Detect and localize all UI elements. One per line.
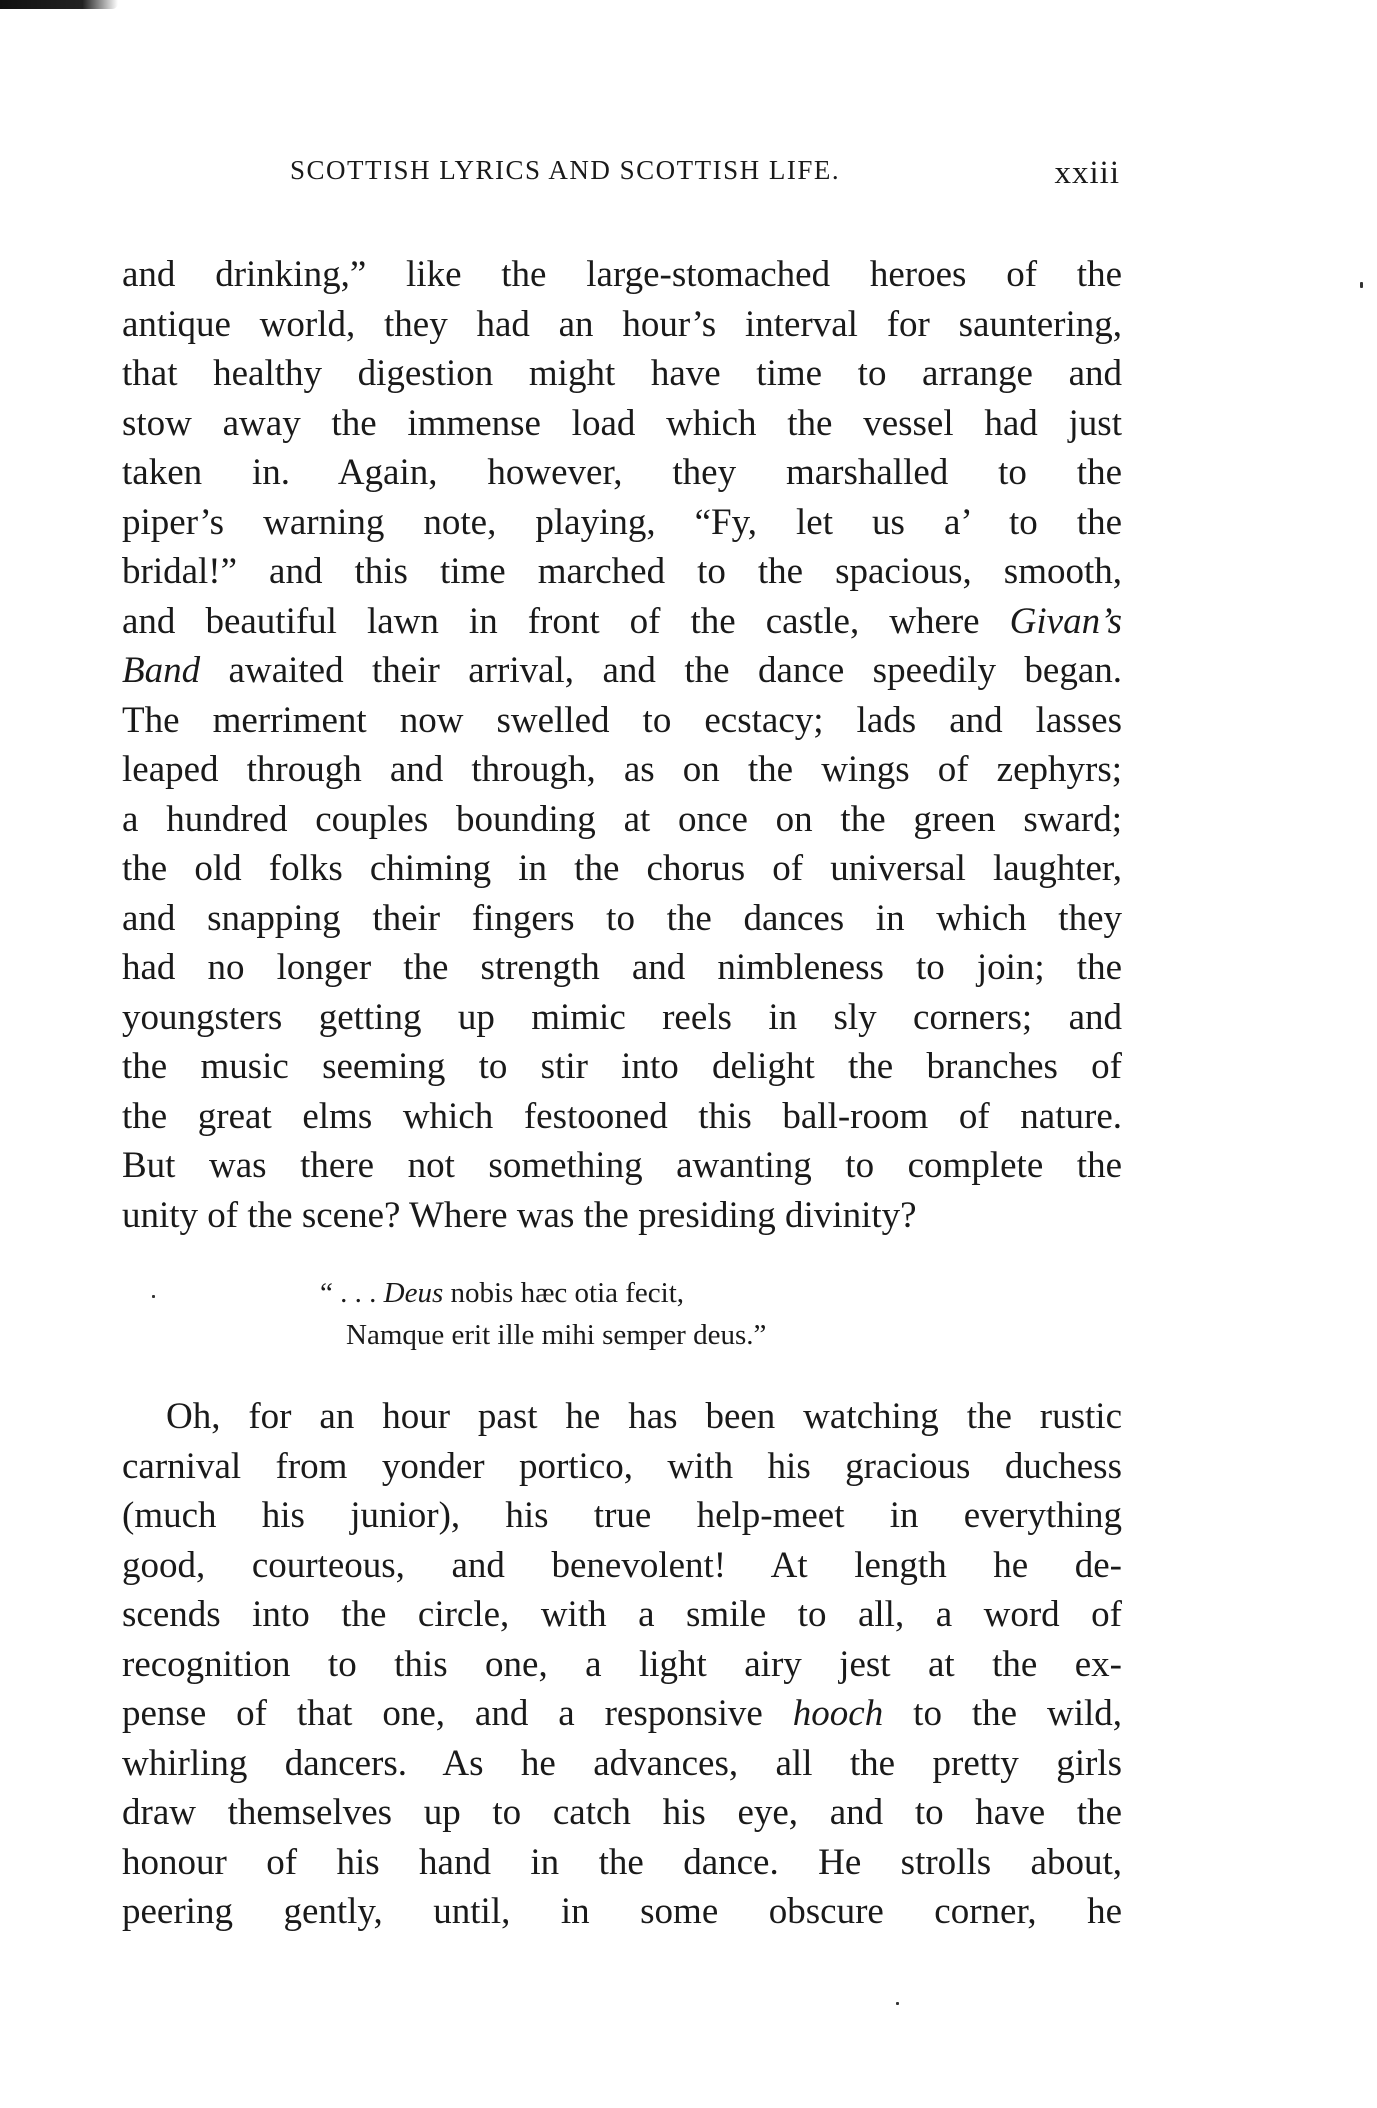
italic-word: Band xyxy=(122,650,201,691)
text-line: stow away the immense load which the vessel had just xyxy=(122,402,1122,444)
scan-speck xyxy=(1360,282,1363,288)
text-line: and drinking,” like the large-stomached heroes of the xyxy=(122,254,1122,295)
text-line: recognition to this one, a light airy jest at the ex- xyxy=(122,1643,1122,1685)
text-line: carnival from yonder portico, with his gracious duchess xyxy=(122,1445,1122,1487)
text-line: whirling dancers. As he advances, all the pretty girls xyxy=(122,1742,1122,1784)
paragraph-2 xyxy=(122,1392,1122,1937)
text-segment: to the wild, xyxy=(913,1693,1122,1734)
text-segment: nobis hæc otia fecit, xyxy=(443,1277,685,1309)
text-line: piper’s warning note, playing, “Fy, let us a’ to the xyxy=(122,501,1122,543)
text-line: the old folks chiming in the chorus of universal laughter, xyxy=(122,848,1122,889)
scan-speck xyxy=(896,2002,899,2005)
text-line xyxy=(122,597,1122,647)
paragraph-1 xyxy=(122,250,1122,1240)
text-line: the great elms which festooned this ball-room of nature. xyxy=(122,1095,1122,1137)
text-line: had no longer the strength and nimbleness to join; the xyxy=(122,947,1122,988)
text-line: draw themselves up to catch his eye, and to have the xyxy=(122,1792,1122,1833)
text-line: unity of the scene? Where was the presiding divinity? xyxy=(122,1194,917,1236)
italic-word: Deus xyxy=(383,1277,444,1309)
text-line: and snapping their fingers to the dances in which they xyxy=(122,897,1122,939)
text-line: Oh, for an hour past he has been watching the rustic xyxy=(166,1396,1122,1437)
running-title: SCOTTISH LYRICS AND SCOTTISH LIFE. xyxy=(290,155,841,185)
text-line: youngsters getting up mimic reels in sly corners; and xyxy=(122,996,1122,1038)
text-line: a hundred couples bounding at once on the green sward; xyxy=(122,798,1122,840)
scan-speck xyxy=(152,1295,155,1298)
quotation-line xyxy=(320,1272,920,1314)
italic-word: hooch xyxy=(792,1693,884,1734)
text-segment: pense of that one, and a responsive xyxy=(122,1693,763,1734)
scan-edge-mark xyxy=(0,0,118,9)
text-line: peering gently, until, in some obscure corner, he xyxy=(122,1891,1122,1932)
text-line: scends into the circle, with a smile to all, a word of xyxy=(122,1594,1122,1635)
text-line: that healthy digestion might have time to arrange and xyxy=(122,353,1122,394)
text-line xyxy=(122,1689,1122,1739)
italic-name: Givan’s xyxy=(1009,600,1122,642)
running-head xyxy=(290,155,1120,201)
latin-quotation xyxy=(320,1272,920,1356)
quote-open: “ . . . xyxy=(320,1277,384,1309)
text-line: But was there not something awanting to complete the xyxy=(122,1145,1122,1186)
page-number: xxiii xyxy=(1054,155,1120,191)
text-line: antique world, they had an hour’s interval for sauntering, xyxy=(122,303,1122,345)
text-segment: and beautiful lawn in front of the castle, where xyxy=(122,600,980,642)
text-line: honour of his hand in the dance. He strolls about, xyxy=(122,1841,1122,1883)
text-segment: awaited their arrival, and the dance speedily began. xyxy=(228,650,1122,691)
quotation-line: Namque erit ille mihi semper deus.” xyxy=(346,1319,767,1351)
text-line: bridal!” and this time marched to the spacious, smooth, xyxy=(122,551,1122,592)
text-line: the music seeming to stir into delight the branches of xyxy=(122,1046,1122,1087)
text-line: taken in. Again, however, they marshalled to the xyxy=(122,452,1122,493)
text-line: (much his junior), his true help-meet in everything xyxy=(122,1495,1122,1536)
text-line: good, courteous, and benevolent! At length he de- xyxy=(122,1544,1122,1586)
text-line: The merriment now swelled to ecstacy; lads and lasses xyxy=(122,699,1122,741)
text-line: leaped through and through, as on the wings of zephyrs; xyxy=(122,749,1122,790)
text-line xyxy=(122,646,1122,696)
